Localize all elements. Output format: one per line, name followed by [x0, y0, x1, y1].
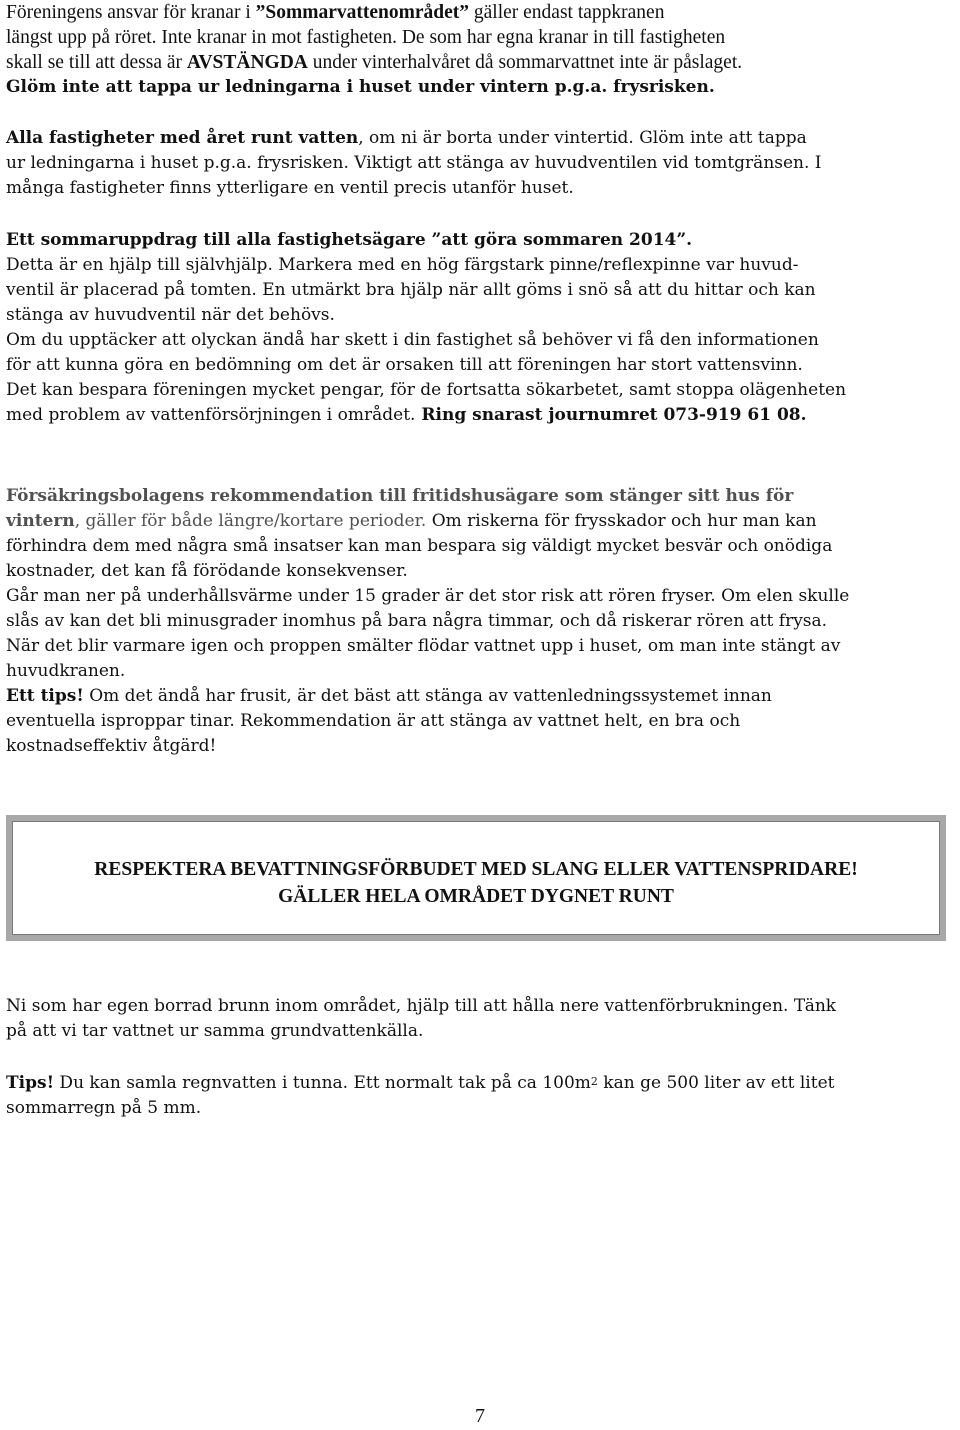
text-line: slås av kan det bli minusgrader inomhus på bara några timmar, och då riskerar rören att frysa.: [6, 611, 828, 631]
text-line: huvudkranen.: [6, 661, 126, 681]
notice-line: GÄLLER HELA OMRÅDET DYGNET RUNT: [278, 886, 674, 907]
text-line: Det kan bespara föreningen mycket pengar, för de fortsatta sökarbetet, samt stoppa olägenheten: [6, 380, 847, 400]
text-line: Ni som har egen borrad brunn inom området, hjälp till att hålla nere vattenförbrukningen. Tänk: [6, 996, 837, 1016]
text-line: många fastigheter finns ytterligare en ventil precis utanför huset.: [6, 178, 574, 198]
text-line: Går man ner på underhållsvärme under 15 grader är det stor risk att rören fryser. Om elen skulle: [6, 586, 850, 606]
text-line: förhindra dem med några små insatser kan man bespara sig väldigt mycket besvär och onödiga: [6, 536, 833, 556]
text-line: Glöm inte att tappa ur ledningarna i huset under vintern p.g.a. frysrisken.: [6, 77, 715, 97]
notice-content: [12, 821, 940, 935]
text-line: med problem av vattenförsörjningen i området. Ring snarast journumret 073-919 61 08.: [6, 405, 807, 425]
text-line: kostnader, det kan få förödande konsekvenser.: [6, 561, 408, 581]
text-line: vintern, gäller för både längre/kortare perioder. Om riskerna för frysskador och hur man kan: [6, 511, 817, 531]
text-line: stänga av huvudventil när det behövs.: [6, 305, 335, 325]
private-well-section: [6, 994, 954, 1044]
page-number: 7: [475, 1405, 485, 1427]
text-line: Detta är en hjälp till självhjälp. Markera med en hög färgstark pinne/reflexpinne var huvud-: [6, 255, 799, 275]
text-line: Alla fastigheter med året runt vatten, om ni är borta under vintertid. Glöm inte att tappa: [6, 128, 807, 148]
year-round-water-section: [6, 126, 954, 201]
text-line: längst upp på röret. Inte kranar in mot fastigheten. De som har egna kranar in till fastigheten: [6, 27, 726, 48]
insurance-recommendation-section: [6, 484, 954, 759]
text-line: Ett tips! Om det ändå har frusit, är det bäst att stänga av vattenledningssystemet innan: [6, 686, 772, 706]
text-line: sommarregn på 5 mm.: [6, 1098, 202, 1118]
text-line: kostnadseffektiv åtgärd!: [6, 736, 217, 756]
section-heading: Försäkringsbolagens rekommendation till fritidshusägare som stänger sitt hus för: [6, 486, 794, 506]
text-line: eventuella isproppar tinar. Rekommendation är att stänga av vattnet helt, en bra och: [6, 711, 741, 731]
text-line: ventil är placerad på tomten. En utmärkt bra hjälp när allt göms i snö så att du hittar och kan: [6, 280, 816, 300]
section-heading: Ett sommaruppdrag till alla fastighetsägare ”att göra sommaren 2014”.: [6, 230, 693, 250]
summer-task-section: [6, 228, 954, 428]
text-line: för att kunna göra en bedömning om det är orsaken till att föreningen har stort vattensvinn.: [6, 355, 803, 375]
text-line: skall se till att dessa är AVSTÄNGDA under vinterhalvåret då sommarvattnet inte är påslaget.: [6, 52, 743, 73]
text-line: Föreningens ansvar för kranar i ”Sommarvattenområdet” gäller endast tappkranen: [6, 2, 665, 23]
notice-line: RESPEKTERA BEVATTNINGSFÖRBUDET MED SLANG ELLER VATTENSPRIDARE!: [94, 859, 858, 880]
text-line: Om du upptäcker att olyckan ändå har skett i din fastighet så behöver vi få den informationen: [6, 330, 819, 350]
rainwater-tip-section: [6, 1071, 954, 1121]
irrigation-ban-notice: [6, 815, 946, 941]
text-line: ur ledningarna i huset p.g.a. frysrisken. Viktigt att stänga av huvudventilen vid tomtgränsen. I: [6, 153, 822, 173]
text-line: Tips! Du kan samla regnvatten i tunna. Ett normalt tak på ca $100m^2$ kan ge 500 liter av ett litet: [6, 1073, 835, 1093]
text-line: på att vi tar vattnet ur samma grundvattenkälla.: [6, 1021, 424, 1041]
text-line: När det blir varmare igen och proppen smälter flödar vattnet upp i huset, om man inte stängt av: [6, 636, 841, 656]
faucet-responsibility-section: [6, 0, 954, 100]
